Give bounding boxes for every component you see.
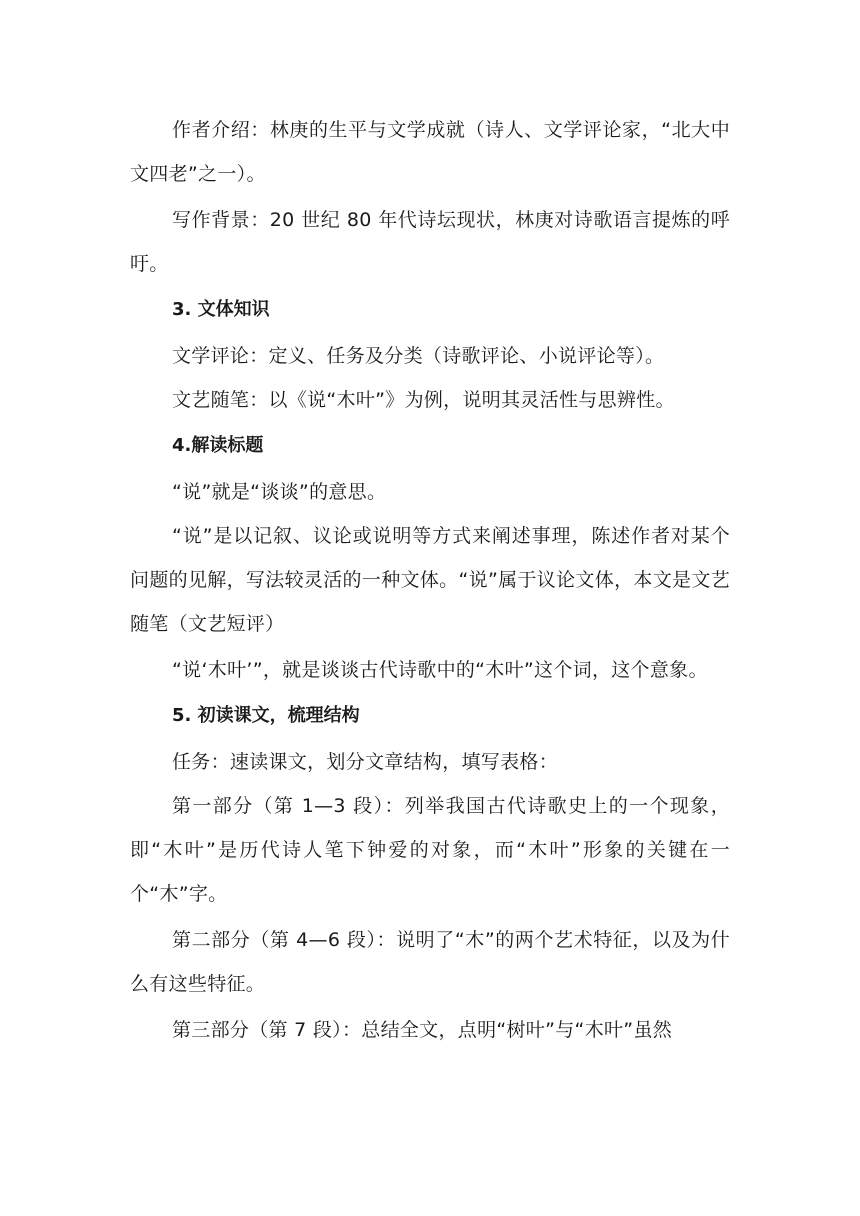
author-intro-paragraph: 作者介绍：林庚的生平与文学成就（诗人、文学评论家，“北大中文四老”之一）。 (130, 119, 730, 185)
part-two-paragraph: 第二部分（第 4—6 段）：说明了“木”的两个艺术特征，以及为什么有这些特征。 (130, 929, 730, 995)
task-paragraph: 任务：速读课文，划分文章结构，填写表格： (172, 751, 559, 773)
section-heading-title: 4.解读标题 (172, 435, 264, 456)
section-heading-structure: 5. 初读课文，梳理结构 (172, 705, 360, 726)
literary-essay-paragraph: 文艺随笔：以《说“木叶”》为例，说明其灵活性与思辨性。 (172, 389, 675, 411)
shuo-genre-paragraph: “说”是以记叙、议论或说明等方式来阐述事理，陈述作者对某个问题的见解，写法较灵活的一种文体。“说”属于议论文体，本文是文艺随笔（文艺短评） (130, 525, 730, 635)
title-meaning-paragraph: “说”就是“谈谈”的意思。 (172, 481, 387, 503)
document-page (130, 108, 730, 1054)
literary-criticism-paragraph: 文学评论：定义、任务及分类（诗歌评论、小说评论等）。 (172, 345, 665, 367)
part-three-paragraph: 第三部分（第 7 段）：总结全文，点明“树叶”与“木叶”虽然 (172, 1019, 673, 1041)
section-heading-genre: 3. 文体知识 (172, 299, 270, 320)
title-explanation-paragraph: “说‘木叶’”，就是谈谈古代诗歌中的“木叶”这个词，这个意象。 (172, 659, 708, 681)
writing-background-paragraph: 写作背景：20 世纪 80 年代诗坛现状，林庚对诗歌语言提炼的呼吁。 (130, 209, 730, 275)
part-one-paragraph: 第一部分（第 1—3 段）：列举我国古代诗歌史上的一个现象，即“木叶”是历代诗人笔下钟爱的对象，而“木叶”形象的关键在一个“木”字。 (130, 795, 730, 905)
